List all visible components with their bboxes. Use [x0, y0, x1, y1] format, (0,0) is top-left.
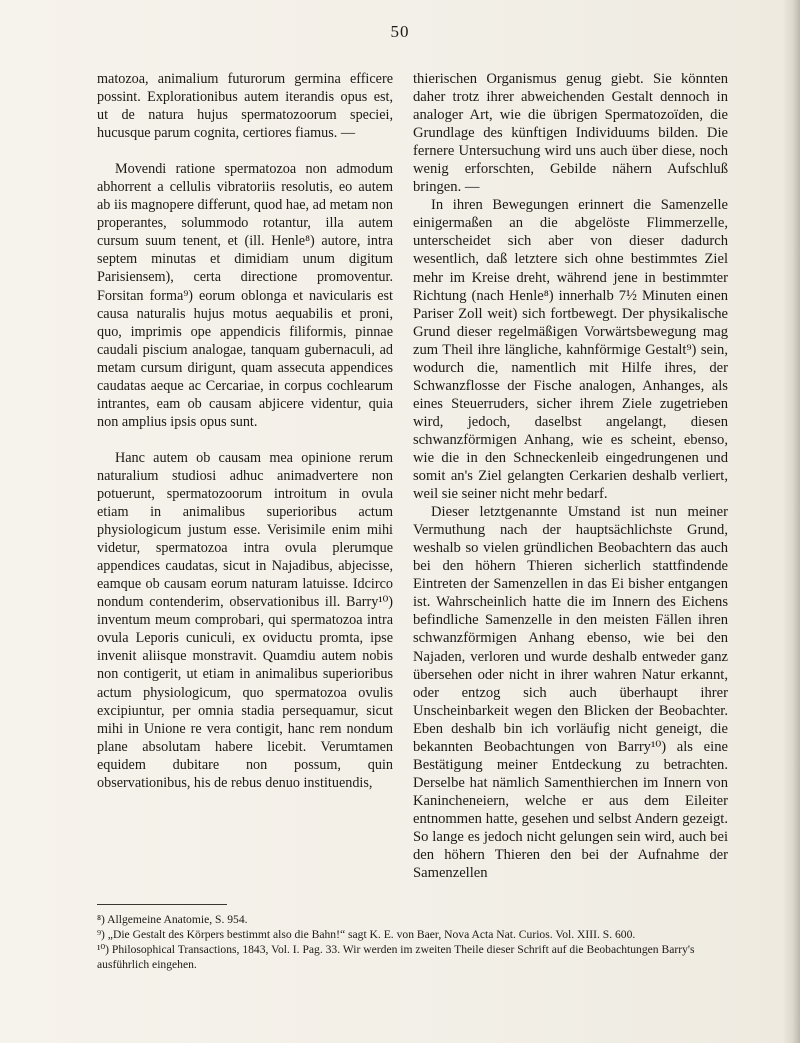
latin-paragraph-2: Movendi ratione spermatozoa non admodum abhorrent a cellulis vibratoriis resolutis, eo autem ab iis magnopere differunt, quod hae, ad metam non properantes, solummodo rotantur, illa autem cursum suum tenent, et (ill. Henle⁸) autore, intra septem minutas et dimidiam unum digitum Parisiensem), certa directione promoventur. Forsitan forma⁹) eorum oblonga et navicularis est causa naturalis hujus motus aequabilis et proni, quo, imprimis ope appendicis filiformis, pinnae caudali piscium analogae, tanquam gubernaculi, ad metam cursum dirigunt, quam assecuta appendices caudatas aeque ac Cercariae, in corpus cochlearum intrantes, eam ob causam abjicere videntur, quia non amplius ipsis opus sunt. — [97, 161, 394, 430]
footnotes — [97, 912, 727, 972]
footnote-10: ¹⁰) Philosophical Transactions, 1843, Vol. I. Pag. 33. Wir werden im zweiten Theile dieser Schrift auf die Beobachtungen Barry's ausführlich eingehen. — [97, 943, 695, 971]
latin-paragraph-3: Hanc autem ob causam mea opinione rerum naturalium studiosi adhuc animadvertere non potuerunt, spermatozoorum introitum in ovula etiam in animalibus superioribus actum physiologicum justum esse. Verisimile enim mihi videtur, spermatozoa intra ovula plerumque appendices caudatas, sicut in Najadibus, abjecisse, eamque ob causam eorum naturam latuisse. Idcirco nondum contenderim, observationibus ill. Barry¹⁰) inventum meum comprobari, qui spermatozoa intra ovula Leporis cuniculi, ex oviductu promta, ipse invenit aliisque monstravit. Quamdiu autem nobis non contigerit, ut etiam in animalibus superioribus actum physiologicum, quo spermatozoa ovulis excipiuntur, per omnia stadia persequamur, sicut mihi in Unione re vera contigit, hanc rem nondum plane absolutam habere licebit. Verumtamen equidem dubitare non possum, quin observationibus, his de rebus denuo instituendis, — [97, 449, 393, 791]
german-paragraph-3: Dieser letztgenannte Umstand ist nun meiner Vermuthung nach der hauptsächlichste Grund, weshalb so vielen gründlichen Beobachtern das auch bei den höhern Thieren sicherlich stattfindende Eintreten der Samenzellen in das Ei bisher entgangen ist. Wahrscheinlich hatte die im Innern des Eichens befindliche Samenzelle in den meisten Fällen ihren schwanzförmigen Anhang ebenso, wie bei den Najaden, verloren und wurde deshalb entweder ganz übersehen oder nicht in ihrer wahren Natur erkannt, oder entzog sich auch überhaupt ihrer Unscheinbarkeit wegen den Blicken der Beobachter. Eben deshalb bin ich vorläufig nicht geneigt, die bekannten Beobachtungen von Barry¹⁰) als eine Bestätigung meiner Entdeckung zu betrachten. Derselbe hat nämlich Samenthierchen im Innern von Kanincheneiern, welche er aus dem Eileiter entnommen hatte, gesehen und selbst Andern gezeigt. So lange es jedoch nicht gelungen sein wird, auch bei den höhern Thieren den bei der Aufnahme der Samenzellen — [413, 504, 728, 882]
german-column — [413, 70, 728, 882]
latin-column — [97, 70, 393, 792]
page-number: 50 — [390, 22, 410, 41]
page-edge-shadow — [782, 0, 800, 1043]
german-paragraph-1: thierischen Organismus genug giebt. Sie könnten daher trotz ihrer abweichenden Gestalt dennoch in analoger Art, wie die übrigen Spermatozoïden, die Grundlage des künftigen Individuums bilden. Die fernere Untersuchung wird uns auch über diese, noch wenig erforschten, Gebilde nähern Aufschluß bringen. — — [413, 71, 728, 196]
footnote-8: ⁸) Allgemeine Anatomie, S. 954. — [97, 913, 248, 926]
footnote-divider — [97, 904, 227, 905]
footnote-9: ⁹) „Die Gestalt des Körpers bestimmt also die Bahn!“ sagt K. E. von Baer, Nova Acta Nat. Curios. Vol. XIII. S. 600. — [97, 928, 636, 941]
latin-paragraph-1: matozoa, animalium futurorum germina efficere possint. Explorationibus autem iterandis opus est, ut de natura hujus spermatozoorum speciei, hucusque parum cognita, certiores fiamus. — — [97, 71, 393, 142]
german-paragraph-2: In ihren Bewegungen erinnert die Samenzelle einigermaßen an die abgelöste Flimmerzelle, unterscheidet sich aber von dieser dadurch wesentlich, daß letztere sich ohne bestimmtes Ziel mehr im Kreise dreht, während jene in bestimmter Richtung (nach Henle⁸) innerhalb 7½ Minuten einen Pariser Zoll weit) sich fortbewegt. Der physikalische Grund dieser regelmäßigen Vorwärtsbewegung mag zum Theil ihre längliche, kahnförmige Gestalt⁹) sein, wodurch die, namentlich mit Hilfe ihres, der Schwanzflosse der Fische analogen, Anhanges, als eines Steuerruders, sicher ihrem Ziele zugetrieben wird, jedoch, daselbst angelangt, diesen schwanzförmigen Anhang, wie es scheint, ebenso, wie die in den Schneckenleib eingedrungenen und somit an's Ziel gelangten Cerkarien deshalb verliert, weil sie seiner nicht mehr bedarf. — [413, 197, 728, 503]
